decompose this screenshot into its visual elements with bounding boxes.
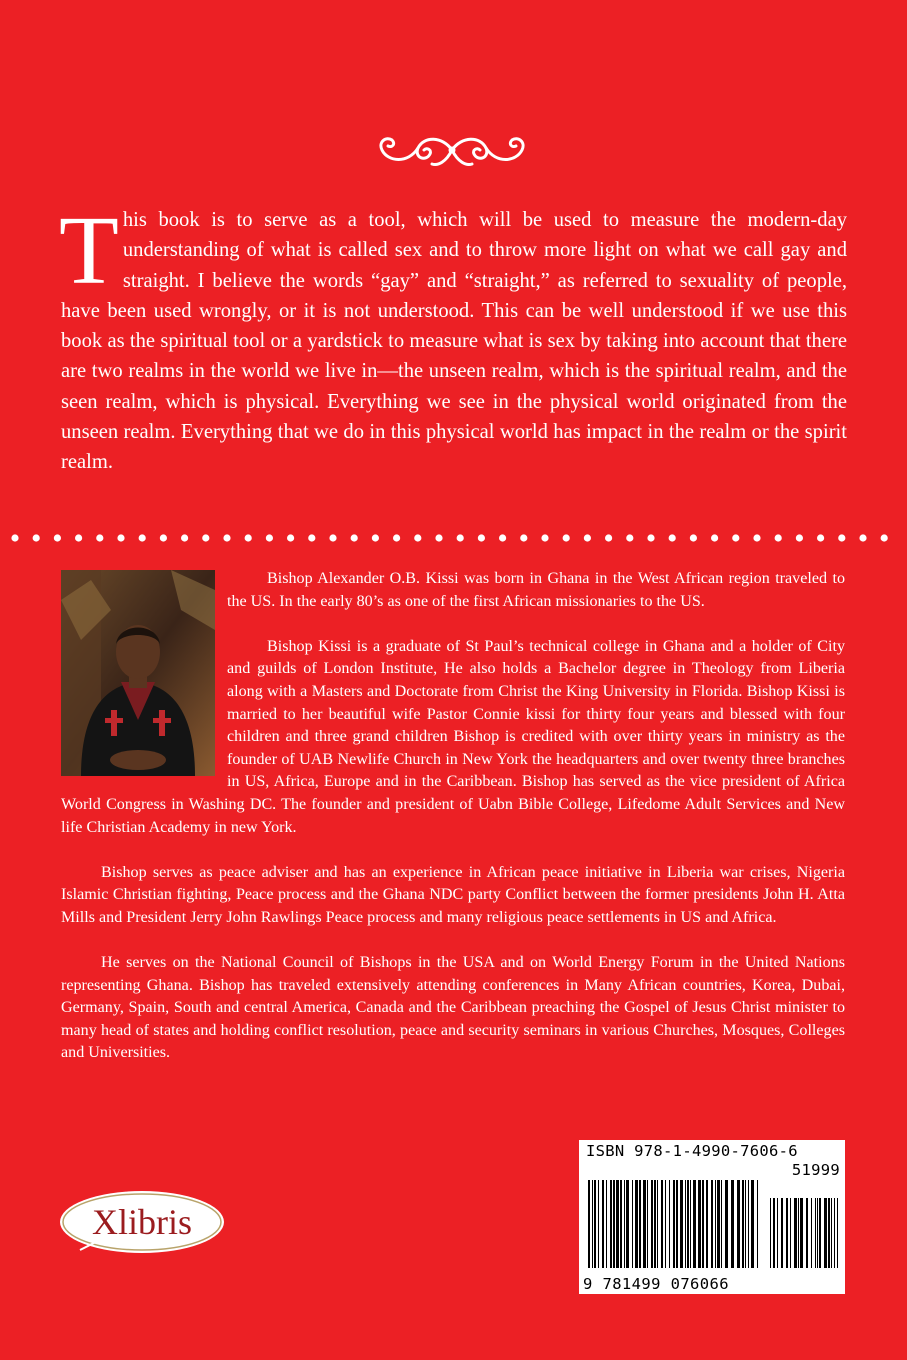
barcode-bar — [680, 1180, 683, 1268]
divider-dot — [96, 534, 103, 541]
divider-dot — [117, 534, 124, 541]
divider-dot — [478, 534, 485, 541]
barcode-bar — [828, 1198, 830, 1268]
dotted-divider — [8, 532, 899, 544]
divider-dot — [626, 534, 633, 541]
barcode-bar — [800, 1198, 803, 1268]
barcode-bar — [635, 1180, 638, 1268]
divider-dot — [881, 534, 888, 541]
divider-dot — [584, 534, 591, 541]
barcode-bar — [824, 1198, 827, 1268]
barcode-bar — [817, 1198, 818, 1268]
divider-dot — [160, 534, 167, 541]
barcode-bar — [721, 1180, 722, 1268]
barcode-bar — [717, 1180, 720, 1268]
barcode-bar — [837, 1198, 838, 1268]
barcode-bar — [831, 1198, 832, 1268]
barcode-bar — [693, 1180, 696, 1268]
divider-dot — [287, 534, 294, 541]
barcode-bar — [770, 1198, 771, 1268]
divider-dot — [139, 534, 146, 541]
barcode-bar — [698, 1180, 701, 1268]
barcode-bar — [592, 1180, 593, 1268]
divider-dot — [732, 534, 739, 541]
barcode-bar — [794, 1198, 797, 1268]
barcode-bar — [594, 1180, 596, 1268]
barcode-bar — [702, 1180, 704, 1268]
bio-paragraph: Bishop serves as peace adviser and has an experience in African peace initiative in Liberia war crises, Nigeria Islamic Christian fighting, Peace process and the Ghana NDC party Conflict between the former presidents John H. Atta Mills and President Jerry John Rawlings Peace process and many religious peace settlements in US and Africa. — [61, 863, 845, 926]
barcode-bar — [781, 1198, 783, 1268]
barcode-bar — [737, 1180, 740, 1268]
price-code: 51999 — [791, 1161, 840, 1179]
barcode-bar — [748, 1180, 749, 1268]
barcode-bar — [687, 1180, 689, 1268]
barcode-bar — [690, 1180, 691, 1268]
barcode-bar — [647, 1180, 648, 1268]
barcode-bars — [588, 1180, 840, 1272]
divider-dot — [817, 534, 824, 541]
divider-dot — [245, 534, 252, 541]
barcode-bar — [624, 1180, 625, 1268]
divider-dot — [414, 534, 421, 541]
isbn-text: ISBN 978-1-4990-7606-6 — [586, 1142, 798, 1160]
bio-paragraph: Bishop Alexander O.B. Kissi was born in Ghana in the West African region traveled to the US. In the early 80’s as one of the first African missionaries to the US. — [227, 570, 845, 610]
barcode-bar — [657, 1180, 658, 1268]
divider-dot — [457, 534, 464, 541]
svg-text:Xlibris: Xlibris — [91, 1202, 193, 1242]
barcode-bar — [613, 1180, 615, 1268]
divider-dot — [308, 534, 315, 541]
barcode-bar — [685, 1180, 686, 1268]
divider-dot — [351, 534, 358, 541]
barcode-bar — [661, 1180, 663, 1268]
divider-dot — [838, 534, 845, 541]
barcode-bar — [606, 1180, 607, 1268]
divider-dot — [75, 534, 82, 541]
barcode-bar — [632, 1180, 633, 1268]
barcode-bar — [706, 1180, 708, 1268]
divider-dot — [605, 534, 612, 541]
divider-dot — [181, 534, 188, 541]
barcode-bar — [711, 1180, 713, 1268]
barcode-bar — [602, 1180, 604, 1268]
barcode-bar — [773, 1198, 775, 1268]
barcode-bar — [731, 1180, 734, 1268]
barcode-bar — [715, 1180, 716, 1268]
barcode-bar — [643, 1180, 646, 1268]
divider-dot — [520, 534, 527, 541]
barcode-bar — [616, 1180, 619, 1268]
barcode-bar — [751, 1180, 754, 1268]
barcode-bar — [725, 1180, 728, 1268]
divider-dot — [690, 534, 697, 541]
barcode-bar — [742, 1180, 744, 1268]
barcode-bar — [673, 1180, 675, 1268]
divider-dot — [669, 534, 676, 541]
divider-dot — [372, 534, 379, 541]
divider-dot — [266, 534, 273, 541]
divider-dot — [541, 534, 548, 541]
divider-dot — [796, 534, 803, 541]
barcode-bar — [676, 1180, 678, 1268]
isbn-barcode — [579, 1140, 845, 1294]
drop-cap: T — [59, 197, 119, 305]
barcode-bar — [819, 1198, 821, 1268]
divider-dot — [393, 534, 400, 541]
barcode-bar — [811, 1198, 812, 1268]
barcode-bar — [790, 1198, 791, 1268]
barcode-bar — [669, 1180, 670, 1268]
barcode-bar — [588, 1180, 590, 1268]
barcode-bar — [598, 1180, 599, 1268]
divider-dot — [202, 534, 209, 541]
barcode-bar — [745, 1180, 746, 1268]
barcode-bar — [777, 1198, 778, 1268]
divider-dot — [647, 534, 654, 541]
divider-dot — [223, 534, 230, 541]
photo-float-spacer — [61, 568, 227, 780]
barcode-bar — [626, 1180, 629, 1268]
barcode-bar — [639, 1180, 641, 1268]
barcode-bar — [798, 1198, 799, 1268]
barcode-bar — [786, 1198, 788, 1268]
barcode-bar — [757, 1180, 758, 1268]
barcode-bar — [651, 1180, 653, 1268]
barcode-bar — [815, 1198, 816, 1268]
bio-paragraph: He serves on the National Council of Bishops in the USA and on World Energy Forum in the United Nations representing Ghana. Bishop has traveled extensively attending conferences in Many African countries, Korea, Dubai, Germany, Spain, South and central America, Canada and the Caribbean preaching the Gospel of Jesus Christ minister to many head of states and holding conflict resolution, peace and security seminars in various Churches, Mosques, Colleges and Universities. — [61, 954, 845, 1062]
barcode-bar — [654, 1180, 656, 1268]
divider-dot — [711, 534, 718, 541]
divider-dot — [775, 534, 782, 541]
divider-dot — [753, 534, 760, 541]
divider-dot — [859, 534, 866, 541]
blurb-text: his book is to serve as a tool, which will be used to measure the modern-day understanding of what is called sex and to throw more light on what we call gay and straight. I believe the words “gay” and “straight,” as referred to sexuality of people, have been used wrongly, or it is not understood. This can be well understood if we use this book as the spiritual tool or a yardstick to measure what is sex by taking into account that there are two realms in the world we live in—the unseen realm, which is the spiritual realm, and the seen realm, which is physical. Everything we see in the physical world originated from the unseen realm. Everything that we do in this physical world has impact in the realm or the spirit realm. — [61, 209, 847, 474]
author-bio — [61, 568, 845, 1088]
divider-dot — [435, 534, 442, 541]
divider-dot — [329, 534, 336, 541]
barcode-bar — [806, 1198, 808, 1268]
book-blurb — [59, 197, 847, 478]
barcode-digits: 9 781499 076066 — [583, 1275, 729, 1293]
divider-dot — [563, 534, 570, 541]
divider-dot — [11, 534, 18, 541]
barcode-bar — [610, 1180, 612, 1268]
scroll-ornament-icon — [372, 128, 532, 172]
barcode-bar — [665, 1180, 666, 1268]
divider-dot — [54, 534, 61, 541]
barcode-bar — [620, 1180, 622, 1268]
barcode-bar — [834, 1198, 835, 1268]
xlibris-logo — [60, 1190, 230, 1260]
bio-paragraph: Bishop Kissi is a graduate of St Paul’s technical college in Ghana and a holder of City and guilds of London Institute, He also holds a Bachelor degree in Theology from Liberia along with a Masters and Doctorate from Christ the King University in Florida. Bishop Kissi is married to her beautiful wife Pastor Connie kissi for thirty four years and blessed with four children and three grand children Bishop is credited with over thirty years in ministry as the founder of UAB Newlife Church in New York the headquarters and over twenty three branches in US, Africa, Europe and in the Caribbean. Bishop has served as the vice president of Africa World Congress in Washing DC. The founder and president of Uabn Bible College, Lifedome Adult Services and New life Christian Academy in new York. — [61, 637, 845, 836]
divider-dot — [33, 534, 40, 541]
divider-dot — [499, 534, 506, 541]
